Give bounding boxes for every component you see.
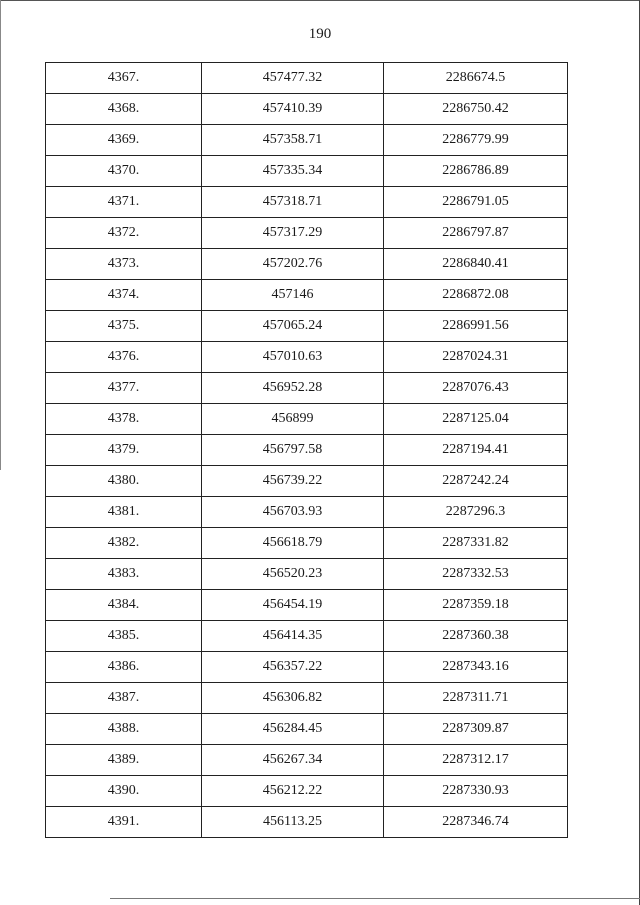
table-row [46,559,568,590]
x-coordinate-cell: 456284.45 [202,714,384,745]
y-coordinate-cell: 2287359.18 [384,590,568,621]
table-row [46,125,568,156]
point-number-cell: 4380. [46,466,202,497]
point-number-cell: 4368. [46,94,202,125]
coordinates-table-body [46,63,568,838]
y-coordinate-cell: 2287076.43 [384,373,568,404]
y-coordinate-cell: 2287312.17 [384,745,568,776]
y-coordinate-cell: 2287331.82 [384,528,568,559]
y-coordinate-cell: 2287332.53 [384,559,568,590]
y-coordinate-cell: 2286840.41 [384,249,568,280]
table-row [46,63,568,94]
scan-edge-top [0,0,640,1]
x-coordinate-cell: 456212.22 [202,776,384,807]
scan-edge-left [0,0,1,470]
table-row [46,249,568,280]
point-number-cell: 4372. [46,218,202,249]
point-number-cell: 4367. [46,63,202,94]
y-coordinate-cell: 2287309.87 [384,714,568,745]
x-coordinate-cell: 456113.25 [202,807,384,838]
y-coordinate-cell: 2287296.3 [384,497,568,528]
x-coordinate-cell: 456357.22 [202,652,384,683]
x-coordinate-cell: 457410.39 [202,94,384,125]
point-number-cell: 4384. [46,590,202,621]
table-row [46,776,568,807]
table-row [46,714,568,745]
point-number-cell: 4373. [46,249,202,280]
point-number-cell: 4391. [46,807,202,838]
table-row [46,621,568,652]
table-row [46,652,568,683]
x-coordinate-cell: 456952.28 [202,373,384,404]
table-row [46,466,568,497]
x-coordinate-cell: 457358.71 [202,125,384,156]
table-row [46,342,568,373]
y-coordinate-cell: 2286872.08 [384,280,568,311]
point-number-cell: 4371. [46,187,202,218]
x-coordinate-cell: 457477.32 [202,63,384,94]
y-coordinate-cell: 2287024.31 [384,342,568,373]
x-coordinate-cell: 456703.93 [202,497,384,528]
y-coordinate-cell: 2287311.71 [384,683,568,714]
y-coordinate-cell: 2286779.99 [384,125,568,156]
x-coordinate-cell: 457335.34 [202,156,384,187]
table-row [46,94,568,125]
x-coordinate-cell: 456414.35 [202,621,384,652]
x-coordinate-cell: 456520.23 [202,559,384,590]
point-number-cell: 4369. [46,125,202,156]
point-number-cell: 4376. [46,342,202,373]
table-row [46,745,568,776]
y-coordinate-cell: 2287330.93 [384,776,568,807]
x-coordinate-cell: 457318.71 [202,187,384,218]
point-number-cell: 4382. [46,528,202,559]
y-coordinate-cell: 2286786.89 [384,156,568,187]
x-coordinate-cell: 457202.76 [202,249,384,280]
y-coordinate-cell: 2287343.16 [384,652,568,683]
page-number: 190 [308,26,332,42]
table-row [46,156,568,187]
x-coordinate-cell: 456454.19 [202,590,384,621]
y-coordinate-cell: 2286674.5 [384,63,568,94]
table-row [46,683,568,714]
y-coordinate-cell: 2286750.42 [384,94,568,125]
y-coordinate-cell: 2286991.56 [384,311,568,342]
point-number-cell: 4383. [46,559,202,590]
y-coordinate-cell: 2287194.41 [384,435,568,466]
table-row [46,807,568,838]
point-number-cell: 4388. [46,714,202,745]
point-number-cell: 4389. [46,745,202,776]
y-coordinate-cell: 2287360.38 [384,621,568,652]
point-number-cell: 4386. [46,652,202,683]
x-coordinate-cell: 456899 [202,404,384,435]
y-coordinate-cell: 2287125.04 [384,404,568,435]
point-number-cell: 4377. [46,373,202,404]
point-number-cell: 4370. [46,156,202,187]
table-row [46,528,568,559]
point-number-cell: 4375. [46,311,202,342]
y-coordinate-cell: 2286797.87 [384,218,568,249]
table-row [46,218,568,249]
x-coordinate-cell: 457317.29 [202,218,384,249]
x-coordinate-cell: 457146 [202,280,384,311]
point-number-cell: 4374. [46,280,202,311]
point-number-cell: 4387. [46,683,202,714]
table-row [46,590,568,621]
table-row [46,404,568,435]
coordinates-table [45,62,568,838]
x-coordinate-cell: 456618.79 [202,528,384,559]
point-number-cell: 4378. [46,404,202,435]
table-row [46,311,568,342]
y-coordinate-cell: 2287242.24 [384,466,568,497]
x-coordinate-cell: 456267.34 [202,745,384,776]
point-number-cell: 4381. [46,497,202,528]
table-row [46,280,568,311]
x-coordinate-cell: 456306.82 [202,683,384,714]
scan-edge-bottom [110,898,640,899]
x-coordinate-cell: 457065.24 [202,311,384,342]
point-number-cell: 4390. [46,776,202,807]
point-number-cell: 4385. [46,621,202,652]
table-row [46,435,568,466]
table-row [46,373,568,404]
table-row [46,187,568,218]
x-coordinate-cell: 457010.63 [202,342,384,373]
x-coordinate-cell: 456739.22 [202,466,384,497]
y-coordinate-cell: 2286791.05 [384,187,568,218]
table-row [46,497,568,528]
y-coordinate-cell: 2287346.74 [384,807,568,838]
point-number-cell: 4379. [46,435,202,466]
x-coordinate-cell: 456797.58 [202,435,384,466]
